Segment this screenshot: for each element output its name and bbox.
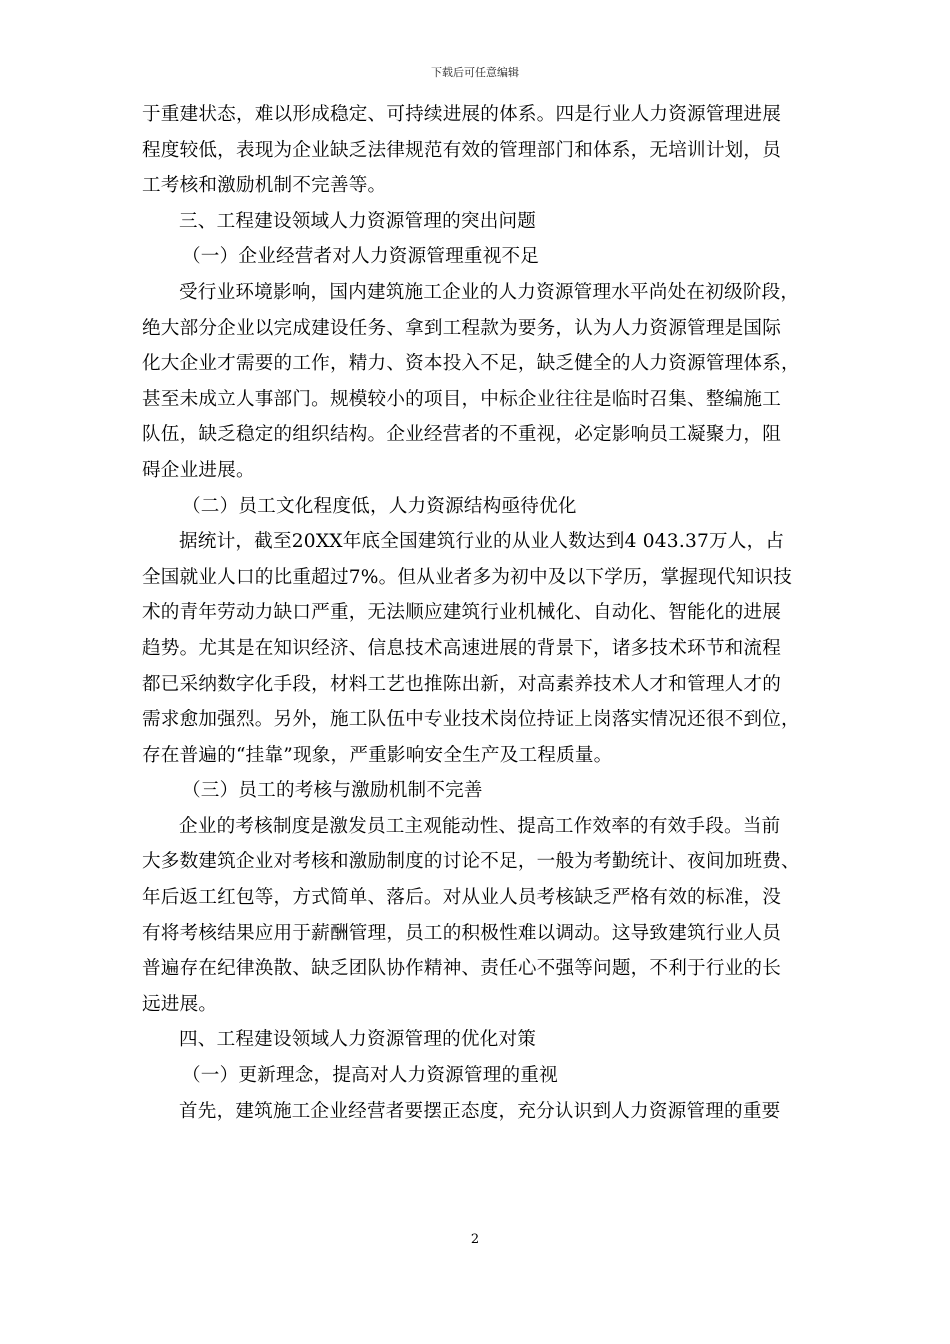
paragraph-line: 全国就业人口的比重超过7%。但从业者多为初中及以下学历，掌握现代知识技: [142, 566, 793, 588]
paragraph-line: 存在普遍的“挂靠”现象，严重影响安全生产及工程质量。: [142, 744, 613, 766]
paragraph-line: 趋势。尤其是在知识经济、信息技术高速进展的背景下，诸多技术环节和流程: [142, 637, 781, 659]
paragraph-line: 甚至未成立人事部门。规模较小的项目，中标企业往往是临时召集、整编施工: [142, 388, 781, 410]
paragraph-line: 化大企业才需要的工作，精力、资本投入不足，缺乏健全的人力资源管理体系，: [142, 353, 800, 375]
paragraph-line: 于重建状态，难以形成稳定、可持续进展的体系。四是行业人力资源管理进展: [142, 104, 781, 125]
paragraph-line: 受行业环境影响，国内建筑施工企业的人力资源管理水平尚处在初级阶段，: [179, 281, 800, 303]
paragraph-line: 企业的考核制度是激发员工主观能动性、提高工作效率的有效手段。当前: [179, 815, 781, 837]
subsection-heading: （一）企业经营者对人力资源管理重视不足: [182, 246, 540, 268]
paragraph-line: 碍企业进展。: [142, 459, 255, 481]
paragraph-line: 大多数建筑企业对考核和激励制度的讨论不足，一般为考勤统计、夜间加班费、: [142, 851, 800, 873]
paragraph-line: 绝大部分企业以完成建设任务、拿到工程款为要务，认为人力资源管理是国际: [142, 317, 781, 339]
paragraph-line: 都已采纳数字化手段，材料工艺也推陈出新，对高素养技术人才和管理人才的: [142, 673, 781, 695]
section-heading: 四、工程建设领域人力资源管理的优化对策: [179, 1029, 537, 1051]
paragraph-line: 远进展。: [142, 993, 218, 1015]
paragraph-line: 程度较低，表现为企业缺乏法律规范有效的管理部门和体系，无培训计划，员: [142, 139, 781, 161]
page-number: 2: [470, 1232, 480, 1247]
paragraph-line: 据统计，截至20XX年底全国建筑行业的从业人数达到4 043.37万人，占: [179, 531, 785, 553]
paragraph-line: 需求愈加强烈。另外，施工队伍中专业技术岗位持证上岗落实情况还很不到位，: [142, 709, 800, 731]
section-heading: 三、工程建设领域人力资源管理的突出问题: [179, 210, 537, 232]
paragraph-line: 有将考核结果应用于薪酬管理，员工的积极性难以调动。这导致建筑行业人员: [142, 922, 781, 944]
subsection-heading: （二）员工文化程度低，人力资源结构亟待优化: [182, 495, 577, 517]
paragraph-line: 年后返工红包等，方式简单、落后。对从业人员考核缺乏严格有效的标准，没: [142, 887, 781, 909]
body-text: [142, 97, 814, 1129]
subsection-heading: （一）更新理念，提高对人力资源管理的重视: [182, 1065, 558, 1087]
page-header: 下载后可任意编辑: [431, 66, 519, 79]
paragraph-line: 工考核和激励机制不完善等。: [142, 175, 387, 197]
subsection-heading: （三）员工的考核与激励机制不完善: [182, 780, 483, 802]
paragraph-line: 术的青年劳动力缺口严重，无法顺应建筑行业机械化、自动化、智能化的进展: [142, 602, 781, 624]
paragraph-line: 首先，建筑施工企业经营者要摆正态度，充分认识到人力资源管理的重要: [179, 1100, 781, 1122]
paragraph-line: 普遍存在纪律涣散、缺乏团队协作精神、责任心不强等问题，不利于行业的长: [142, 958, 781, 980]
paragraph-line: 队伍，缺乏稳定的组织结构。企业经营者的不重视，必定影响员工凝聚力，阻: [142, 424, 781, 446]
